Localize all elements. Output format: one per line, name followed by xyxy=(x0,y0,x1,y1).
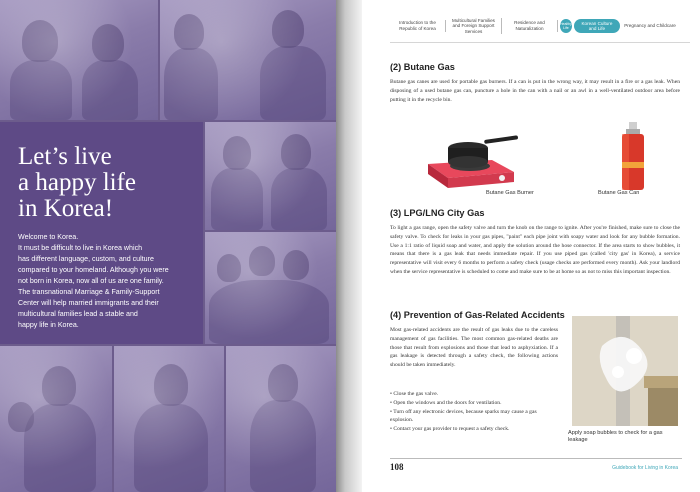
intro-line: multicultural families lead a stable and xyxy=(18,310,138,318)
intro-text xyxy=(18,232,191,331)
headline-line-1: Let’s live xyxy=(18,143,112,170)
left-page xyxy=(0,0,336,492)
headline xyxy=(18,144,191,222)
intro-line: not born in Korea, now all of us are one family. xyxy=(18,277,164,285)
intro-line: Center will help married immigrants and their xyxy=(18,299,159,307)
list-item: • Turn off any electronic devices, because sparks may cause a gas explosion. xyxy=(390,408,537,424)
photo-family-park xyxy=(160,0,336,120)
photo-mother-child xyxy=(0,0,158,120)
intro-line: It must be difficult to live in Korea which xyxy=(18,244,143,252)
photo-mother-son xyxy=(0,346,112,492)
list-item: • Contact your gas provider to request a safety check. xyxy=(390,426,510,433)
footer-title: Guidebook for Living in Korea xyxy=(612,465,678,471)
intro-panel xyxy=(0,122,203,344)
lpg-body: To light a gas range, open the safety valve and turn the knob on the range to ignite. After you're finished, make sure to close the safety valve. To check for leaks in your gas pipes, "paint" each pipe joint with soapy water and look for any bubble formation. Use a 1:1 ratio of liquid soap and water, and apply the solution around the hose connector. If the area starts to show bubbles, it means that there is a gas leak that needs immediate repair. If you use piped gas (called 'city gas' in Korea), a service representative will visit every 6 months to perform a safety check (usage checks are performed every month). Ask your landlord when the service representative is scheduled to come and make sure to be at home so as not to miss this important inspection. xyxy=(390,225,680,275)
butane-body: Butane gas canes are used for portable gas burners. If a can is put in the wrong way, it may result in a fire or a gas leak. When disposing of a used butane gas can, puncture a hole in the can with a nail or an awl in a well-ventilated outdoor area before putting it in the recycle bin. xyxy=(390,79,680,103)
caption-burner: Butane Gas Burner xyxy=(486,190,534,196)
caption-can: Butane Gas Can xyxy=(598,190,640,196)
list-item: • Open the windows and the doors for ventilation. xyxy=(390,399,502,406)
nav-item-pregnancy: Pregnancy and Childcare xyxy=(624,23,676,29)
gas-burner-illustration xyxy=(422,126,522,192)
intro-line: Welcome to Korea. xyxy=(18,233,79,241)
intro-line: has different language, custom, and culture xyxy=(18,255,154,263)
right-page xyxy=(362,0,700,492)
headline-line-3: in Korea! xyxy=(18,195,114,222)
soap-bubble-photo xyxy=(572,316,678,426)
photo-woman-smiling xyxy=(114,346,224,492)
nav-item-culture-active xyxy=(558,19,622,33)
nav-divider xyxy=(390,42,690,43)
nav-bubble-badge: Healthy Life xyxy=(560,19,572,33)
gas-can-illustration xyxy=(618,122,648,192)
nav-pill-label: Korean Culture and Life xyxy=(574,19,620,33)
prevention-bullets xyxy=(390,390,552,434)
headline-line-2: a happy life xyxy=(18,169,137,196)
section-title-butane: (2) Butane Gas xyxy=(390,62,455,72)
list-item: • Close the gas valve. xyxy=(390,391,439,397)
butane-figure xyxy=(422,122,662,200)
chapter-nav xyxy=(390,13,690,39)
intro-line: compared to your homeland. Although you were xyxy=(18,266,169,274)
intro-line: The transnational Marriage & Family-Support xyxy=(18,288,160,296)
footer-divider xyxy=(390,458,682,459)
nav-item-residence: Residence and Naturalization xyxy=(502,20,558,31)
intro-line: happy life in Korea. xyxy=(18,321,79,329)
section-title-prevention: (4) Prevention of Gas-Related Accidents xyxy=(390,310,565,320)
pipe-bubbles-illustration xyxy=(572,316,678,426)
soap-photo-caption: Apply soap bubbles to check for a gas leakage xyxy=(568,430,663,443)
nav-item-multicultural: Multicultural Families and Foreign Support Services xyxy=(446,18,502,35)
section-title-lpg: (3) LPG/LNG City Gas xyxy=(390,208,485,218)
photo-woman-standing xyxy=(226,346,336,492)
page-number: 108 xyxy=(390,462,404,472)
book-spine xyxy=(336,0,362,492)
photo-women-talking xyxy=(205,122,336,230)
nav-item-introduction: Introduction to the Republic of Korea xyxy=(390,20,446,31)
prevention-body: Most gas-related accidents are the result of gas leaks due to the careless management of gas facilities. The most common gas-related deaths are those that result from explosions and those that lead to asphyxiation. If a gas leakage is detected through a safety check, the following actions should be taken immediately. xyxy=(390,327,558,369)
photo-family-grass xyxy=(205,232,336,344)
